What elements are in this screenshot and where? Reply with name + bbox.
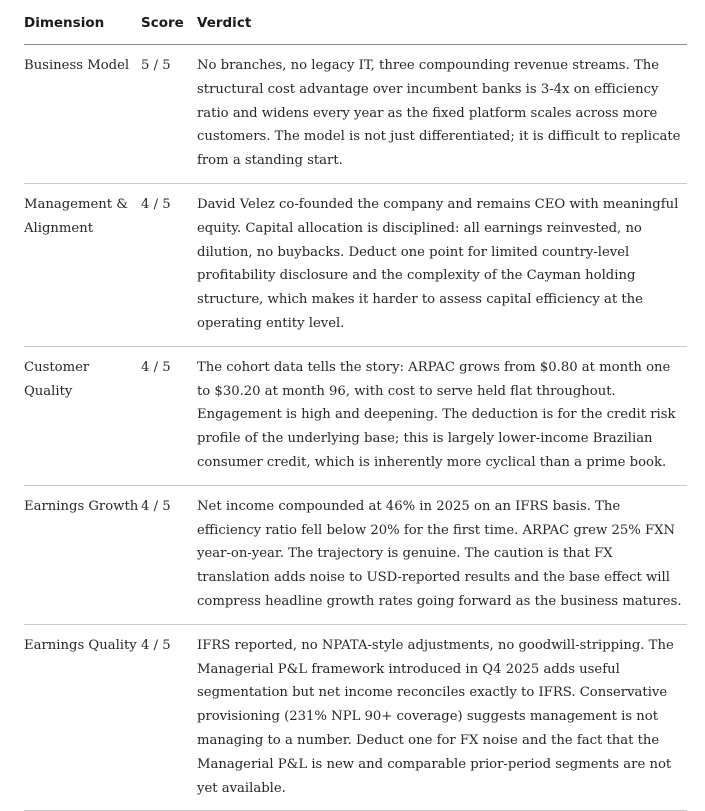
table-row <box>24 624 687 811</box>
row-dimension: Business Model <box>24 45 141 184</box>
row-score: 5 / 5 <box>141 45 197 184</box>
header-dimension: Dimension <box>24 0 141 45</box>
table-row <box>24 346 687 485</box>
row-score: 4 / 5 <box>141 485 197 624</box>
table-header-row <box>24 0 687 45</box>
table-row <box>24 45 687 184</box>
table-row <box>24 485 687 624</box>
row-score: 4 / 5 <box>141 624 197 811</box>
table-row <box>24 183 687 346</box>
row-verdict: David Velez co-founded the company and remains CEO with meaningful equity. Capital allocation is disciplined: all earnings reinvested, no dilution, no buybacks. Deduct one point for limited country-level profitability disclosure and the complexity of the Cayman holding structure, which makes it harder to assess capital efficiency at the operating entity level. <box>197 183 687 346</box>
row-dimension: Earnings Growth <box>24 485 141 624</box>
header-verdict: Verdict <box>197 0 687 45</box>
row-score: 4 / 5 <box>141 346 197 485</box>
row-dimension: Management & Alignment <box>24 183 141 346</box>
row-verdict: Net income compounded at 46% in 2025 on an IFRS basis. The efficiency ratio fell below 20% for the first time. ARPAC grew 25% FXN year-on-year. The trajectory is genuine. The caution is that FX translation adds noise to USD-reported results and the base effect will compress headline growth rates going forward as the business matures. <box>197 485 687 624</box>
header-score: Score <box>141 0 197 45</box>
row-verdict: The cohort data tells the story: ARPAC grows from $0.80 at month one to $30.20 at month 96, with cost to serve held flat throughout. Engagement is high and deepening. The deduction is for the credit risk profile of the underlying base; this is largely lower-income Brazilian consumer credit, which is inherently more cyclical than a prime book. <box>197 346 687 485</box>
scorecard-table <box>24 0 687 811</box>
row-verdict: No branches, no legacy IT, three compounding revenue streams. The structural cost advantage over incumbent banks is 3-4x on efficiency ratio and widens every year as the fixed platform scales across more customers. The model is not just differentiated; it is difficult to replicate from a standing start. <box>197 45 687 184</box>
row-dimension: Earnings Quality <box>24 624 141 811</box>
row-verdict: IFRS reported, no NPATA-style adjustments, no goodwill-stripping. The Managerial P&L framework introduced in Q4 2025 adds useful segmentation but net income reconciles exactly to IFRS. Conservative provisioning (231% NPL 90+ coverage) suggests management is not managing to a number. Deduct one for FX noise and the fact that the Managerial P&L is new and comparable prior-period segments are not yet available. <box>197 624 687 811</box>
row-score: 4 / 5 <box>141 183 197 346</box>
row-dimension: Customer Quality <box>24 346 141 485</box>
